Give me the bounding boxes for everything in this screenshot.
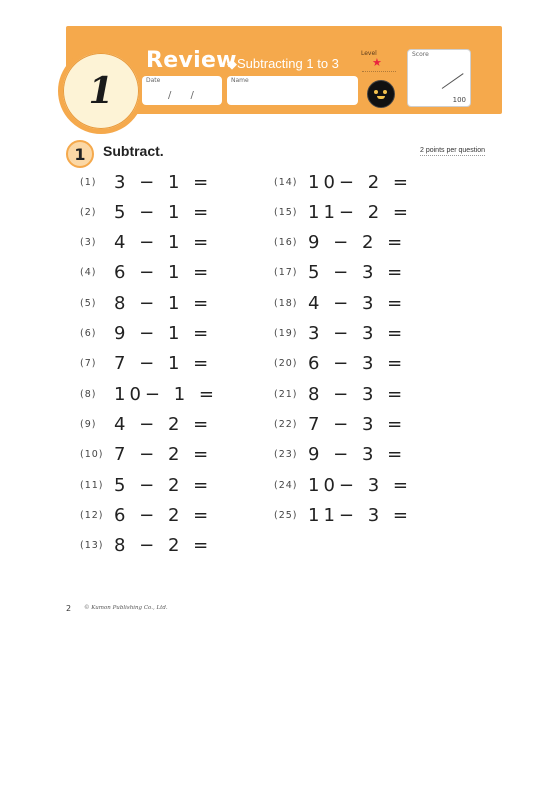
page-subtitle: ◆Subtracting 1 to 3 xyxy=(227,56,339,71)
mascot-left-eye xyxy=(374,90,378,94)
problem-item[interactable] xyxy=(274,172,412,192)
section-instruction: Subtract. xyxy=(103,143,164,159)
problem-expression: 6 − 2 = xyxy=(114,504,213,526)
problem-item[interactable] xyxy=(274,475,412,495)
problem-number: (2) xyxy=(80,206,97,218)
problem-expression: 5 − 3 = xyxy=(308,261,407,283)
problem-item[interactable] xyxy=(80,262,212,282)
problem-item[interactable] xyxy=(274,202,412,222)
date-label: Date xyxy=(146,77,161,84)
problem-number: (24) xyxy=(274,479,298,491)
problem-expression: 3 − 3 = xyxy=(308,322,407,344)
problem-item[interactable] xyxy=(274,414,406,434)
problem-expression: 11− 3 = xyxy=(308,504,412,526)
points-note: 2 points per question xyxy=(420,147,485,154)
score-slash xyxy=(442,73,464,89)
problem-number: (3) xyxy=(80,236,97,248)
problem-number: (6) xyxy=(80,327,97,339)
problem-number: (25) xyxy=(274,509,298,521)
level-divider xyxy=(362,71,396,72)
problem-item[interactable] xyxy=(80,384,218,404)
problem-item[interactable] xyxy=(274,293,406,313)
score-label: Score xyxy=(412,51,429,58)
problem-number: (19) xyxy=(274,327,298,339)
section-number-badge: 1 xyxy=(66,140,94,168)
problem-number: (7) xyxy=(80,357,97,369)
problem-number: (4) xyxy=(80,266,97,278)
problem-item[interactable] xyxy=(274,323,406,343)
problem-number: (13) xyxy=(80,539,104,551)
problem-number: (14) xyxy=(274,176,298,188)
problem-expression: 7 − 3 = xyxy=(308,413,407,435)
mascot-mouth xyxy=(377,96,385,99)
problem-number: (9) xyxy=(80,418,97,430)
problem-expression: 9 − 2 = xyxy=(308,231,407,253)
unit-number: 1 xyxy=(88,70,114,112)
date-field[interactable] xyxy=(142,76,222,105)
mascot-face-icon xyxy=(367,80,395,108)
problem-item[interactable] xyxy=(80,353,212,373)
score-max: 100 xyxy=(452,96,466,104)
problem-expression: 4 − 2 = xyxy=(114,413,213,435)
level-star-icon: ★ xyxy=(372,56,382,69)
page-number: 2 xyxy=(66,604,72,613)
problem-number: (21) xyxy=(274,388,298,400)
score-field[interactable] xyxy=(407,49,471,107)
problem-number: (20) xyxy=(274,357,298,369)
page-title: Review xyxy=(146,48,237,73)
problem-item[interactable] xyxy=(274,232,406,252)
name-label: Name xyxy=(231,77,249,84)
problem-expression: 6 − 3 = xyxy=(308,352,407,374)
problem-item[interactable] xyxy=(274,505,412,525)
problem-expression: 3 − 1 = xyxy=(114,171,213,193)
problem-item[interactable] xyxy=(80,323,212,343)
mascot-right-eye xyxy=(383,90,387,94)
problem-expression: 11− 2 = xyxy=(308,201,412,223)
problem-number: (11) xyxy=(80,479,104,491)
problem-expression: 10− 3 = xyxy=(308,474,412,496)
problem-number: (15) xyxy=(274,206,298,218)
problem-item[interactable] xyxy=(80,444,212,464)
problem-number: (1) xyxy=(80,176,97,188)
problem-expression: 7 − 1 = xyxy=(114,352,213,374)
problem-expression: 5 − 2 = xyxy=(114,474,213,496)
problem-item[interactable] xyxy=(80,535,212,555)
problem-expression: 7 − 2 = xyxy=(114,443,213,465)
problem-number: (17) xyxy=(274,266,298,278)
problem-number: (22) xyxy=(274,418,298,430)
problem-item[interactable] xyxy=(80,232,212,252)
problem-expression: 4 − 3 = xyxy=(308,292,407,314)
problem-number: (8) xyxy=(80,388,97,400)
level-label: Level xyxy=(361,50,377,57)
problem-number: (18) xyxy=(274,297,298,309)
problem-item[interactable] xyxy=(80,505,212,525)
problem-item[interactable] xyxy=(80,475,212,495)
problem-expression: 5 − 1 = xyxy=(114,201,213,223)
problem-item[interactable] xyxy=(80,293,212,313)
problem-item[interactable] xyxy=(274,444,406,464)
problem-item[interactable] xyxy=(80,202,212,222)
problem-expression: 8 − 3 = xyxy=(308,383,407,405)
problem-item[interactable] xyxy=(80,414,212,434)
problem-expression: 4 − 1 = xyxy=(114,231,213,253)
unit-number-badge xyxy=(58,48,144,134)
problem-number: (23) xyxy=(274,448,298,460)
problem-expression: 8 − 2 = xyxy=(114,534,213,556)
problem-expression: 9 − 3 = xyxy=(308,443,407,465)
problem-item[interactable] xyxy=(80,172,212,192)
problem-item[interactable] xyxy=(274,262,406,282)
date-separators: / / xyxy=(168,90,194,101)
problem-expression: 10− 1 = xyxy=(114,383,218,405)
copyright-notice: © Kumon Publishing Co., Ltd. xyxy=(84,605,168,611)
problem-expression: 6 − 1 = xyxy=(114,261,213,283)
problem-expression: 10− 2 = xyxy=(308,171,412,193)
problem-expression: 9 − 1 = xyxy=(114,322,213,344)
problem-number: (12) xyxy=(80,509,104,521)
problem-number: (16) xyxy=(274,236,298,248)
problem-expression: 8 − 1 = xyxy=(114,292,213,314)
problem-number: (10) xyxy=(80,448,104,460)
problem-item[interactable] xyxy=(274,353,406,373)
name-field[interactable] xyxy=(227,76,358,105)
problem-number: (5) xyxy=(80,297,97,309)
problem-item[interactable] xyxy=(274,384,406,404)
